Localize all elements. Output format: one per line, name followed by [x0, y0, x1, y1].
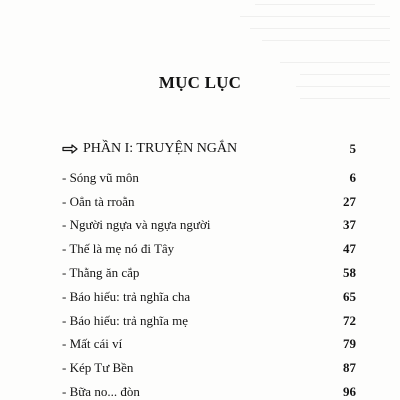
toc-entry [62, 214, 362, 238]
page-title: MỤC LỤC [158, 73, 242, 92]
toc-entry [62, 356, 362, 380]
toc-entry-page: 87 [343, 360, 356, 376]
toc-section-label: PHẦN I: TRUYỆN NGẮN [83, 141, 238, 156]
toc-section-row [62, 136, 362, 162]
toc-entry-label: - Người ngựa và ngựa người [62, 217, 211, 233]
toc-entry-label: - Sóng vũ môn [62, 169, 139, 185]
toc-entry-page: 96 [343, 384, 356, 400]
toc-entry-page: 79 [343, 336, 356, 352]
toc-section-page: 5 [349, 141, 356, 156]
toc-entry-page: 27 [343, 193, 356, 209]
toc-entry-page: 58 [343, 265, 356, 281]
toc-entry-page: 37 [343, 217, 356, 233]
toc-entry-label: - Báo hiếu: trả nghĩa mẹ [62, 312, 188, 328]
toc-entry-label: - Mất cái ví [62, 336, 123, 352]
toc-entry-page: 47 [343, 241, 356, 257]
toc-entry [62, 380, 362, 400]
show-through-text-decoration [0, 0, 400, 125]
toc-entry [62, 285, 362, 309]
toc-entry [62, 309, 362, 333]
toc-entry [62, 261, 362, 285]
toc-entry-page: 72 [343, 312, 356, 328]
toc-entry-label: - Oẳn tà rroằn [62, 193, 135, 209]
toc-entry [62, 237, 362, 261]
toc-section-label-wrapper [62, 141, 237, 157]
toc-entry-page: 6 [349, 169, 356, 185]
toc-entry-label: - Bữa no... đòn [62, 384, 140, 400]
toc-entries [62, 166, 362, 400]
toc-entry-page: 65 [343, 288, 356, 304]
toc-entry-label: - Thằng ăn cắp [62, 265, 140, 281]
arrow-right-icon [62, 144, 78, 154]
toc-entry [62, 333, 362, 357]
table-of-contents [62, 136, 362, 400]
toc-entry [62, 166, 362, 190]
toc-entry-label: - Kép Tư Bền [62, 360, 134, 376]
toc-entry-label: - Báo hiếu: trả nghĩa cha [62, 288, 191, 304]
toc-entry-label: - Thế là mẹ nó đi Tây [62, 241, 175, 257]
toc-entry [62, 190, 362, 214]
